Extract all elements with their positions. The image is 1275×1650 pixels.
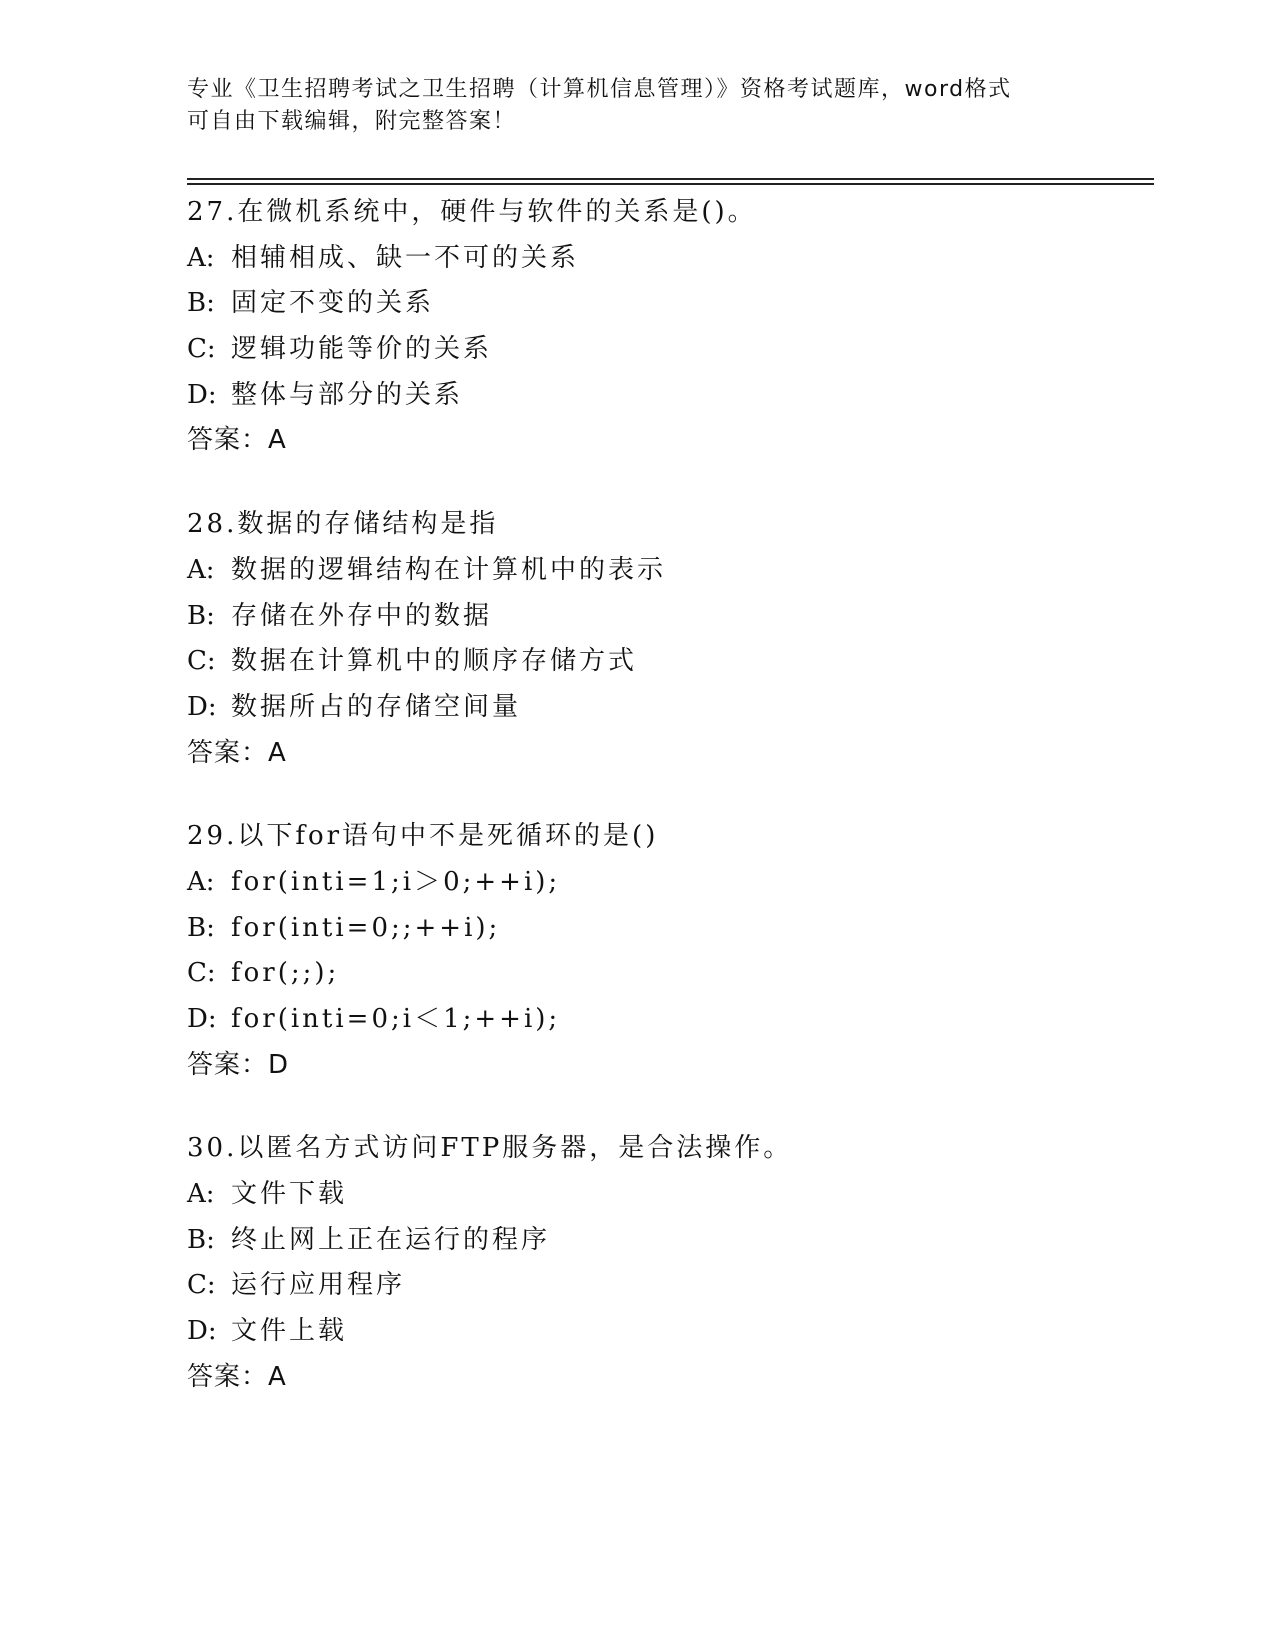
- question-list: [187, 190, 1147, 1439]
- option-text: for(;;);: [231, 958, 340, 989]
- option-d: [187, 1309, 1147, 1355]
- option-letter: B:: [187, 288, 215, 319]
- option-text: for(inti=1;i＞0;++i);: [231, 866, 561, 897]
- option-d: [187, 997, 1147, 1043]
- option-letter: A:: [187, 866, 215, 897]
- option-d: [187, 685, 1147, 731]
- option-letter: A:: [187, 242, 215, 273]
- option-c: [187, 327, 1147, 373]
- question-29: [187, 814, 1147, 1088]
- option-c: [187, 951, 1147, 997]
- option-letter: D:: [187, 1316, 217, 1347]
- option-text: 固定不变的关系: [231, 288, 435, 319]
- option-text: 存储在外存中的数据: [231, 600, 493, 631]
- option-text: 相辅相成、缺一不可的关系: [231, 242, 580, 273]
- question-stem: 28.数据的存储结构是指: [187, 509, 499, 540]
- answer-line: 答案：A: [187, 1361, 287, 1392]
- question-27: [187, 190, 1147, 464]
- header-divider-top: [187, 178, 1154, 180]
- option-a: [187, 860, 1147, 906]
- option-text: 文件上载: [231, 1316, 348, 1347]
- answer-line: 答案：A: [187, 425, 287, 456]
- option-c: [187, 639, 1147, 685]
- option-text: 数据的逻辑结构在计算机中的表示: [231, 554, 667, 585]
- question-stem: 27.在微机系统中，硬件与软件的关系是()。: [187, 197, 757, 227]
- option-c: [187, 1263, 1147, 1309]
- option-letter: B:: [187, 600, 215, 631]
- option-text: 文件下载: [231, 1179, 348, 1210]
- question-stem: 30.以匿名方式访问FTP服务器，是合法操作。: [187, 1133, 793, 1164]
- option-b: [187, 1218, 1147, 1264]
- option-text: for(inti=0;i＜1;++i);: [231, 1004, 561, 1034]
- option-text: 逻辑功能等价的关系: [231, 334, 493, 365]
- option-letter: D:: [187, 379, 217, 410]
- option-letter: B:: [187, 912, 215, 943]
- option-a: [187, 548, 1147, 594]
- option-b: [187, 906, 1147, 952]
- option-b: [187, 594, 1147, 640]
- header-line-2: 可自由下载编辑，附完整答案！: [187, 109, 517, 134]
- option-a: [187, 1172, 1147, 1218]
- question-30: [187, 1126, 1147, 1400]
- option-text: 数据所占的存储空间量: [231, 691, 522, 722]
- document-header: [187, 74, 1087, 138]
- option-d: [187, 373, 1147, 419]
- option-letter: D:: [187, 691, 217, 722]
- answer-line: 答案：A: [187, 737, 287, 768]
- option-text: 整体与部分的关系: [231, 379, 464, 410]
- option-text: for(inti=0;;++i);: [231, 912, 501, 943]
- option-letter: A:: [187, 554, 215, 585]
- option-letter: D:: [187, 1004, 217, 1034]
- question-28: [187, 502, 1147, 776]
- option-letter: C:: [187, 958, 216, 989]
- option-text: 终止网上正在运行的程序: [231, 1224, 551, 1255]
- option-letter: A:: [187, 1179, 215, 1210]
- option-letter: C:: [187, 1270, 216, 1301]
- question-stem: 29.以下for语句中不是死循环的是(): [187, 821, 659, 852]
- option-letter: C:: [187, 334, 216, 365]
- option-a: [187, 236, 1147, 282]
- answer-line: 答案：D: [187, 1049, 290, 1080]
- option-text: 运行应用程序: [231, 1270, 406, 1301]
- option-text: 数据在计算机中的顺序存储方式: [231, 646, 638, 677]
- option-letter: C:: [187, 646, 216, 677]
- option-b: [187, 281, 1147, 327]
- option-letter: B:: [187, 1224, 215, 1255]
- header-divider-bottom: [187, 183, 1154, 185]
- header-line-1: 专业《卫生招聘考试之卫生招聘（计算机信息管理）》资格考试题库，word格式: [187, 77, 1012, 102]
